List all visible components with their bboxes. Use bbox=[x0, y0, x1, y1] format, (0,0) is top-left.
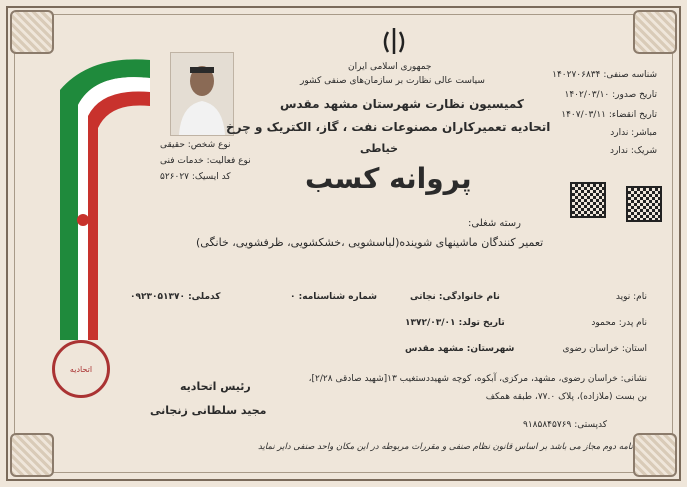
union-name-cont: خیاطی bbox=[360, 142, 399, 155]
policy-text: سیاست عالی نظارت بر سازمان‌های صنفی کشور bbox=[300, 76, 485, 86]
partner: شریک: ندارد bbox=[609, 146, 657, 156]
seal-stamp bbox=[52, 340, 110, 398]
activity-type: نوع فعالیت: خدمات فنی bbox=[160, 156, 251, 166]
signature-role: رئیس اتحادیه bbox=[180, 380, 251, 393]
signature-name: مجید سلطانی زنجانی bbox=[150, 404, 267, 417]
national-code: کدملی: ۰۹۲۳۰۵۱۳۷۰ bbox=[130, 292, 221, 302]
first-name: نام: نوید bbox=[615, 292, 647, 302]
id-number: شماره شناسنامه: ۰ bbox=[290, 292, 377, 302]
corner-ornament bbox=[10, 10, 54, 54]
issue-date: تاریخ صدور: ۱۴۰۲/۰۳/۱۰ bbox=[564, 90, 657, 100]
qr-code-icon bbox=[570, 182, 606, 218]
footer-note: نامه دوم مجاز می باشد بر اساس قانون نظام صنفی و مقررات مربوطه در این مکان واحد صنفی دایر نماید bbox=[258, 442, 633, 452]
photo bbox=[170, 52, 234, 136]
expire-date: تاریخ انقضاء: ۱۴۰۷/۰۳/۱۱ bbox=[561, 110, 657, 120]
address: نشانی: خراسان رضوی، مشهد، مرکزی، آبکوه، کوچه شهیددستغیب ۱۳[شهید صادقی ۲/۲۸]، bbox=[308, 374, 647, 384]
corner-ornament bbox=[633, 10, 677, 54]
union-name: اتحادیه تعمیرکاران مصنوعات نفت ، گاز، الکتریک و چرخ bbox=[226, 120, 551, 134]
person-type: نوع شخص: حقیقی bbox=[160, 140, 231, 150]
province: استان: خراسان رضوی bbox=[562, 344, 647, 354]
field-label: رسته شغلی: bbox=[468, 218, 521, 229]
flag-ribbon-icon bbox=[50, 50, 160, 350]
commission-title: کمیسیون نظارت شهرستان مشهد مقدس bbox=[280, 97, 524, 111]
page-title: پروانه کسب bbox=[305, 162, 472, 195]
postal-code: کدپستی: ۹۱۸۵۸۴۵۷۶۹ bbox=[523, 420, 607, 430]
city: شهرستان: مشهد مقدس bbox=[405, 344, 515, 354]
corner-ornament bbox=[10, 433, 54, 477]
last-name: نام خانوادگی: نجاتی bbox=[410, 292, 500, 302]
republic-text: جمهوری اسلامی ایران bbox=[348, 62, 432, 72]
guild-id: شناسه صنفی: ۱۴۰۲۷۰۶۸۳۴ bbox=[552, 70, 657, 80]
qr-code-icon bbox=[626, 186, 662, 222]
seal-text: اتحادیه bbox=[69, 364, 93, 374]
address-cont: بن بست (ملازاده)، پلاک ۷۷.۰، طبقه همکف bbox=[485, 392, 647, 402]
portrait-icon bbox=[171, 53, 233, 135]
father-name: نام پدر: محمود bbox=[591, 318, 647, 328]
iran-emblem-icon bbox=[380, 26, 408, 56]
tenant: مباشر: ندارد bbox=[610, 128, 657, 138]
birth-date: تاریخ تولد: ۱۳۷۲/۰۳/۰۱ bbox=[405, 318, 505, 328]
isic-code: کد ایسیک: ۵۲۶۰۲۷ bbox=[160, 172, 231, 182]
field-value: تعمیر کنندگان ماشینهای شوینده(لباسشویی ،خشکشویی، ظرفشویی، خانگی) bbox=[196, 236, 544, 249]
corner-ornament bbox=[633, 433, 677, 477]
